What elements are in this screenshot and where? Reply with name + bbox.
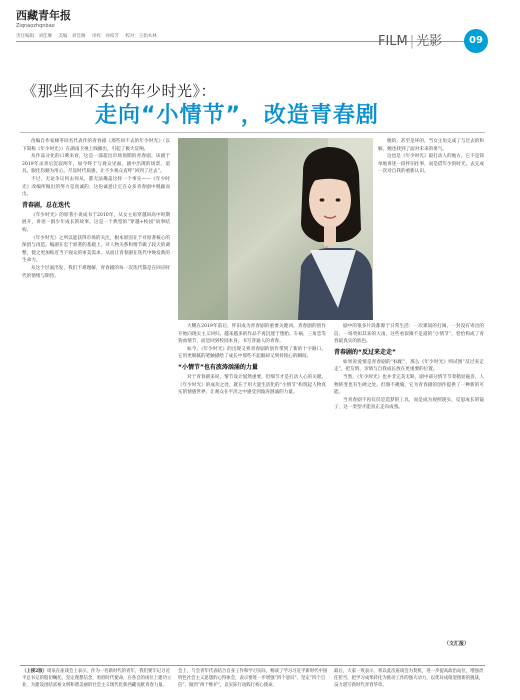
editor-meta	[16, 33, 162, 39]
paragraph: 如今，《年少时光》的出现又将青春剧的创作带到了新的十字路口。它用更细腻的笔触描绘了成长中那些不起眼却又刻骨铭心的瞬间。	[178, 346, 326, 360]
paragraph: 剧中的很多片段都源于日常生活：一次课间的打闹、一封没有寄出的信、一场突如其来的大雨，这些看似微不足道的“小情节”，恰恰构成了青春最真实的底色。	[334, 324, 484, 345]
article-title-line2: 走向“小情节”，改造青春剧	[95, 103, 379, 128]
page-number-badge: 09	[464, 29, 488, 53]
subheading: “小情节”也有波涛汹涌的力量	[178, 363, 258, 371]
newspaper-logo-pinyin: Ziqnaozhqnbao	[16, 23, 55, 29]
section-guangying: 光影	[416, 34, 443, 49]
continuation-lead: （上接2版）	[22, 669, 48, 674]
paragraph: 如果说爱情是青春剧的“标配”，那么《年少时光》则试图“反过来走走”，把友情、亲情与自我成长放在更重要的位置。	[334, 359, 484, 373]
subheading: 青春剧，总在迭代	[22, 201, 71, 209]
title-rule	[20, 132, 485, 133]
paragraph: 不过，无论争议何去何从，都无法掩盖这样一个事实——《年少时光》改编所做出的努力是真诚的，这份诚意让它在众多青春剧中脱颖而出。	[22, 176, 170, 198]
continuation-column-3	[334, 668, 484, 696]
article-column-4	[378, 138, 484, 320]
meta-item: 美编：刘佳琳	[58, 34, 86, 39]
continuation-text: 周泉在座谈会上表示，作为一名新时代的青年，我们要牢记习近平总书记的殷切嘱托，坚定理想信念，勇担时代使命，在各自的岗位上建功立业，为建设团结富裕文明和谐美丽的社会主义现代化新西藏贡献青春力量。	[22, 669, 172, 688]
drama-still-illustration	[178, 138, 373, 320]
paragraph: 当青春剧不再仅仅是造梦的工具，而是成为观照现实、反思成长的镜子，这一类型才能真正走向成熟。	[334, 397, 484, 411]
article-column-3	[334, 323, 484, 655]
drama-still-photo	[178, 138, 373, 320]
meta-item: 责任编辑：刘佳琳	[16, 34, 52, 39]
paragraph: 脱的，甚至是坏的。当女主角完成了与过去的和解，她也找到了面对未来的勇气。	[378, 139, 484, 152]
paragraph: 大概在2019年前后，怀旧成为青春剧的重要关键词。青春剧的创作开始向现实主义回归，越来越多的作品不再沉迷于堕胎、车祸、三角恋等狗血情节，而是回到校园本身，书写普通人的青春。	[178, 324, 326, 345]
article-title-line1: 《那些回不去的年少时光》：	[22, 82, 217, 100]
footer-rule	[20, 665, 485, 666]
newspaper-logo: 西藏青年报	[16, 9, 71, 22]
continuation-text: 会上，与会青年代表结合自身工作和学习实际，畅谈了学习习近平新时代中国特色社会主义思想的心得体会，表示要进一步增强“四个意识”、坚定“四个自信”、做到“两个维护”，以实际行动践行初心使命。	[178, 669, 328, 688]
section-film: FILM	[378, 34, 408, 49]
continuation-column-2	[178, 668, 328, 696]
article-column-1	[22, 138, 170, 655]
meta-item: 审校：孙柏芳	[91, 34, 119, 39]
paragraph: 当然，《年少时光》也并非完美无缺，剧中部分情节节奏稍显拖沓，人物转变也有生硬之处。但瑕不掩瑜，它为青春剧的创作提供了一种新的可能。	[334, 374, 484, 396]
page-header	[0, 0, 520, 49]
paragraph: 从作品分化的口碑来看，这是一部超出市场预期的青春剧。该剧于2019年杀青后沉寂两年，如今终于与观众见面。剧中出现的场景、道具、服化均颇为用心，尽显时代质感，让不少观众直呼“回到了过去”。	[22, 154, 170, 175]
subheading: 青春剧的“反过来走走”	[334, 348, 396, 356]
article-column-2	[178, 323, 326, 655]
section-separator: |	[409, 34, 415, 49]
paragraph: 《年少时光》之所以能获得市场的关注，根本原因在于对原著核心的保留与再造。编剧在忠于原著的基础上，对人物关系和情节做了较大的调整，使之更加贴近当下观众的审美需求，从而让青春剧在迭代中焕发新的生命力。	[22, 235, 170, 264]
section-label	[378, 30, 442, 49]
article-source: （文汇报）	[444, 641, 470, 647]
paragraph: 对于青春剧来说，情节设计固然重要，但细节才是打动人心的关键。《年少时光》的成功之处，就在于用大量生活化的“小情节”构筑起人物真实的情感世界，让观众在平淡之中感受到波涛汹涌的力量。	[178, 374, 326, 396]
paragraph: 改编自作家榛苓同名代表作的青春剧《那些回不去的年少时光》（以下简称《年少时光》）在湖南卫视上线播出，引起了极大反响。	[22, 139, 170, 152]
paragraph: 这也是《年少时光》最打动人的地方。它不是简单地讲述一段怀旧往事，而是借年少的时光，去完成一次对自我的重新认识。	[378, 154, 484, 175]
paragraph: 《年少时光》的原著小说成书于2010年，从女主角穿越回高中时期展开，讲述一群少年成长的故事。这是一个典型的“穿越+校园”故事结构。	[22, 212, 170, 233]
continuation-column-1	[22, 668, 172, 696]
continuation-section	[22, 668, 485, 696]
paragraph: 从这个层面出发，我们不难理解，青春剧的每一次迭代都是在回应时代的情绪与期待。	[22, 265, 170, 279]
meta-item: 校对：王娟木林	[125, 34, 157, 39]
continuation-text: 最后，大家一致表示，将以此次座谈会为契机，进一步提高政治站位，增强责任担当，把学习成果转化为推动工作的强大动力，以优异成绩迎接新的挑战，奋力谱写新时代青春华章。	[334, 669, 484, 688]
